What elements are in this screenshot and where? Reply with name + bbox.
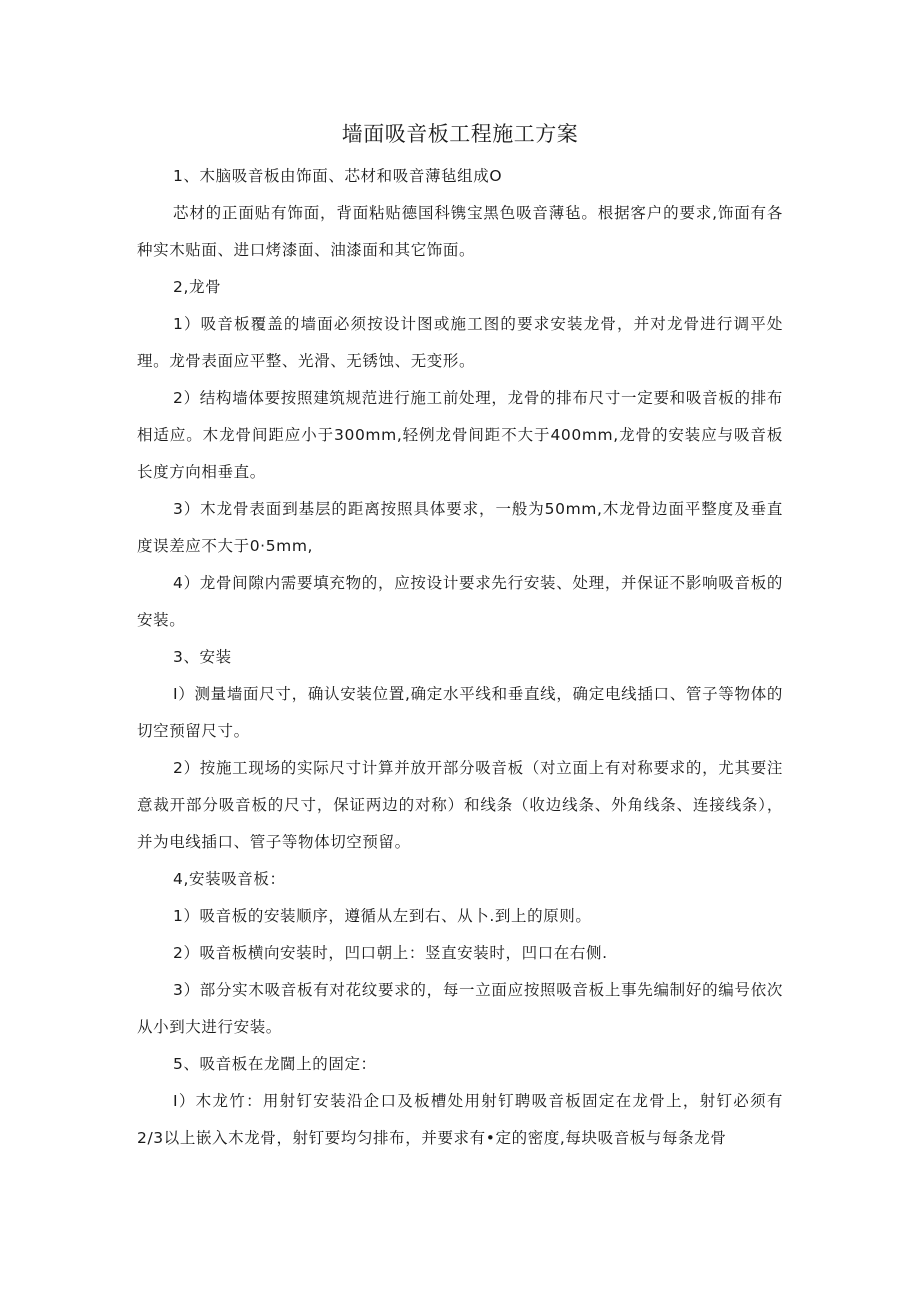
paragraph-panel-step2: 2）吸音板横向安装时，凹口朝上：竖直安装时，凹口在右侧.	[173, 944, 608, 962]
paragraph-item3-install-heading: 3、安装	[173, 648, 232, 666]
document-title: 墙面吸音板工程施工方案	[341, 122, 579, 146]
paragraph-item1-composition: 1、木脑吸音板由饰面、芯材和吸音薄毡组成O	[173, 167, 503, 185]
paragraph-keel-step1: 1）吸音板覆盖的墙面必须按设计图或施工图的要求安装龙骨，并对龙骨进行调平处理。龙骨表面应平整、光滑、无锈蚀、无变形。	[137, 315, 783, 370]
paragraph-keel-step3: 3）木龙骨表面到基层的距离按照具体要求，一般为50mm,木龙骨边面平整度及垂直度误差应不大于0·5mm,	[137, 500, 783, 555]
paragraph-item4-panel-heading: 4,安装吸音板：	[173, 870, 286, 888]
paragraph-item5-fixing-heading: 5、吸音板在龙閫上的固定：	[173, 1055, 377, 1073]
paragraph-keel-step2: 2）结构墙体要按照建筑规范进行施工前处理，龙骨的排布尺寸一定要和吸音板的排布相适应。木龙骨间距应小于300mm,轻例龙骨间距不大于400mm,龙骨的安装应与吸音板长度方向相垂直。	[137, 389, 783, 481]
paragraph-panel-step3: 3）部分实木吸音板有对花纹要求的，每一立面应按照吸音板上事先编制好的编号依次从小到大进行安装。	[137, 981, 783, 1036]
paragraph-install-step1: I）测量墙面尺寸，确认安装位置,确定水平线和垂直线，确定电线插口、管子等物体的切空预留尺寸。	[137, 685, 783, 740]
paragraph-keel-step4: 4）龙骨间隙内需要填充物的，应按设计要求先行安装、处理，并保证不影响吸音板的安装。	[137, 574, 783, 629]
paragraph-item2-keel-heading: 2,龙骨	[173, 278, 222, 296]
paragraph-panel-step1: 1）吸音板的安装顺序，遵循从左到右、从卜.到上的原则。	[173, 907, 592, 925]
paragraph-install-step2: 2）按施工现场的实际尺寸计算并放开部分吸音板（对立面上有对称要求的，尤其要注意裁开部分吸音板的尺寸，保证两边的对称）和线条（收边线条、外角线条、连接线条），并为电线插口、管子等物体切空预留。	[137, 759, 783, 851]
paragraph-core-facing: 芯材的正面贴有饰面，背面粘贴德国科镌宝黑色吸音薄毡。根据客户的要求,饰面有各种实木贴面、进口烤漆面、油漆面和其它饰面。	[137, 204, 783, 259]
paragraph-fixing-step1: I）木龙竹：用射钉安装沿企口及板槽处用射钉聘吸音板固定在龙骨上，射钉必须有2/3以上嵌入木龙骨，射钉要均匀排布，并要求有•定的密度,每块吸音板与每条龙骨	[137, 1092, 783, 1147]
